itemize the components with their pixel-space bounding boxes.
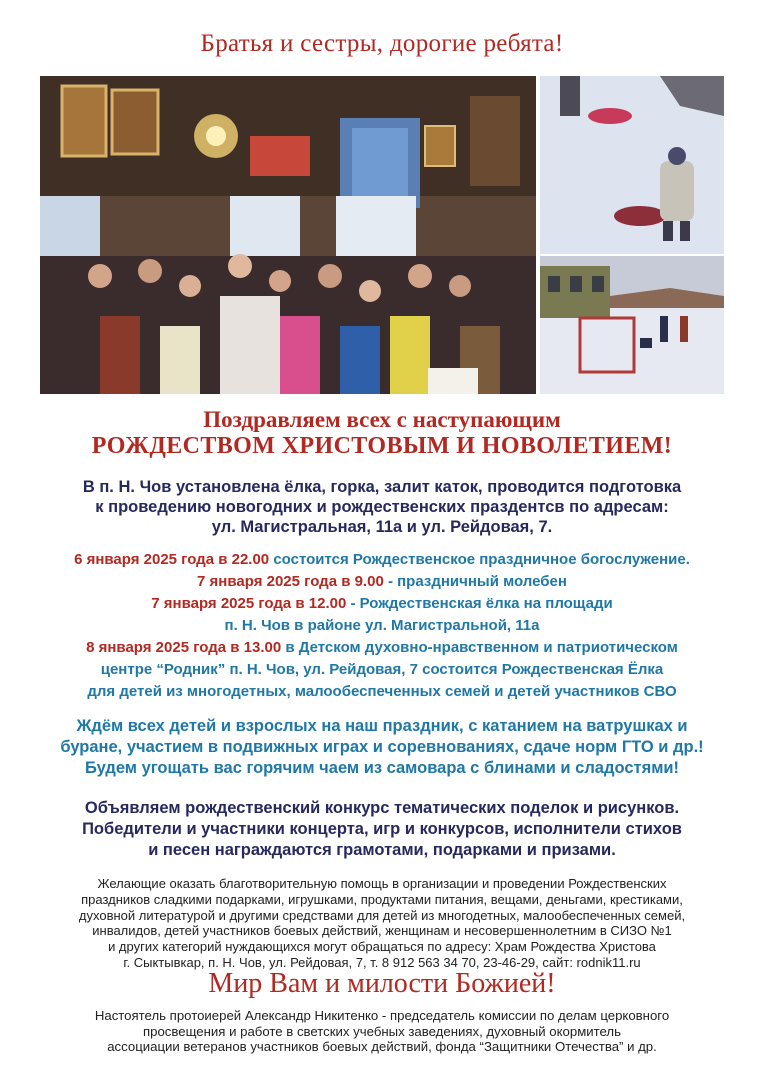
intro-line: В п. Н. Чов установлена ёлка, горка, залит каток, проводится подготовка [82,478,682,496]
charity-appeal [0,876,764,971]
invite-line: Ждём всех детей и взрослых на наш праздник, с катанием на ватрушках и [76,717,688,735]
event-4-line-3: для детей из многодетных, малообеспеченных семей и детей участников СВО [87,683,677,700]
footer-line: Настоятель протоиерей Александр Никитенко - председатель комиссии по делам церковного [94,1008,670,1023]
invite-line: Будем угощать вас горячим чаем из самовара с блинами и сладостями! [84,759,680,777]
contest-line: Объявляем рождественский конкурс тематических поделок и рисунков. [84,799,680,817]
event-1-date: 6 января 2025 года в 22.00 [74,551,270,568]
event-3 [0,593,764,615]
event-schedule [0,549,764,703]
invitation-text [0,716,764,779]
event-2 [0,571,764,593]
event-3-date: 7 января 2025 года в 12.00 [151,595,347,612]
contest-text [0,798,764,861]
footer-line: ассоциации ветеранов участников боевых действий, фонда “Защитники Отечества” и др. [107,1039,657,1054]
footer-line: просвещения и работе в светских учебных заведениях, духовный окормитель [143,1023,621,1039]
church-service-photo [40,76,536,394]
page-heading: Братья и сестры, дорогие ребята! [200,30,564,57]
contest-line: и песен награждаются грамотами, подарками и призами. [148,841,616,859]
event-4-text: в Детском духовно-нравственном и патриотическом [281,639,678,656]
greeting-line-1: Поздравляем всех с наступающим [203,407,561,432]
charity-line: и других категорий нуждающихся могут обращаться по адресу: Храм Рождества Христова [108,939,656,955]
event-4-line-2: центре “Родник” п. Н. Чов, ул. Рейдовая, 7 состоится Рождественская Ёлка [100,661,664,678]
signature-footer [0,1008,764,1055]
event-3-text: - Рождественская ёлка на площади [346,595,613,612]
event-1-text: состоится Рождественское праздничное богослужение. [269,551,690,568]
event-4 [0,637,764,659]
event-4-date: 8 января 2025 года в 13.00 [86,639,282,656]
greeting-line-2: РОЖДЕСТВОМ ХРИСТОВЫМ И НОВОЛЕТИЕМ! [91,433,673,459]
snow-playground-photo [540,256,724,394]
intro-text [0,477,764,537]
charity-line: праздников сладкими подарками, игрушками, продуктами питания, вещами, деньгами, крестиками, [81,891,683,907]
event-1 [0,549,764,571]
snow-sledding-photo [540,76,724,254]
event-2-text: - праздничный молебен [383,573,567,590]
invite-line: буране, участием в подвижных играх и соревнованиях, сдаче норм ГТО и др.! [60,738,704,756]
contest-line: Победители и участники концерта, игр и конкурсов, исполнители стихов [82,820,682,838]
event-3-line-2: п. Н. Чов в районе ул. Магистральной, 11а [224,617,540,634]
charity-line: духовной литературой и другими средствами для детей из многодетных, малообеспеченных семей, [78,907,686,923]
event-2-date: 7 января 2025 года в 9.00 [197,573,384,590]
charity-line: г. Сыктывкар, п. Н. Чов, ул. Рейдовая, 7, т. 8 912 563 34 70, 23-46-29, сайт: rodnik11.ru [123,954,641,970]
intro-line: ул. Магистральная, 11а и ул. Рейдовая, 7. [211,518,553,536]
charity-line: Желающие оказать благотворительную помощь в организации и проведении Рождественских [97,876,667,891]
intro-line: к проведению новогодних и рождественских праздентсв по адресам: [95,498,669,516]
blessing-heading: Мир Вам и милости Божией! [208,968,556,999]
charity-line: инвалидов, детей участников боевых действий, женщинам и несовершеннолетним в СИЗО №1 [92,923,672,939]
